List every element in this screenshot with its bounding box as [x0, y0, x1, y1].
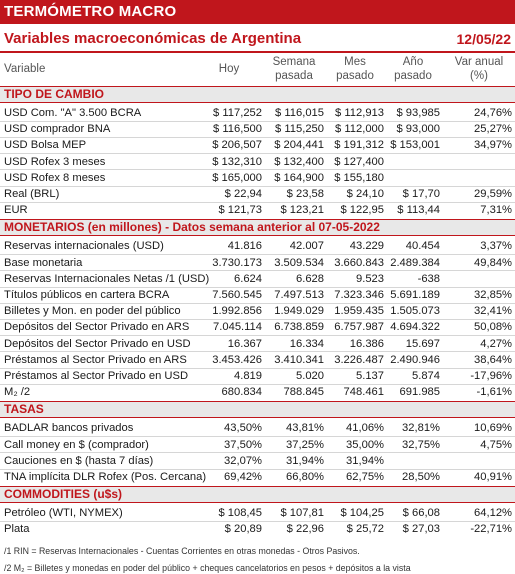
cell-semana: 5.020: [296, 370, 324, 382]
table-row: [0, 186, 515, 202]
section-header: TIPO DE CAMBIO: [0, 86, 515, 103]
cell-mes: 5.137: [356, 370, 384, 382]
cell-semana: $ 22,96: [286, 523, 324, 536]
cell-label: Préstamos al Sector Privado en USD: [4, 370, 189, 382]
cell-anio: 32,75%: [402, 438, 440, 451]
cell-anio: 28,50%: [402, 471, 440, 483]
table-row: [0, 521, 515, 537]
cell-label: Call money en $ (comprador): [4, 438, 149, 451]
cell-var: -17,96%: [470, 370, 512, 382]
cell-hoy: 4.819: [234, 370, 262, 382]
table-row: [0, 154, 515, 170]
cell-label: TNA implícita DLR Rofex (Pos. Cercana): [4, 471, 207, 483]
cell-anio: 4.694.322: [390, 321, 440, 334]
cell-mes: 748.461: [343, 386, 384, 399]
column-header-anio: [386, 55, 440, 85]
cell-mes: $ 112,913: [335, 107, 384, 119]
column-header-line: Var anual: [454, 56, 504, 68]
cell-label: Depósitos del Sector Privado en ARS: [4, 321, 190, 334]
table-row: [0, 437, 515, 453]
cell-mes: 16.386: [349, 337, 384, 350]
cell-var: 64,12%: [474, 507, 512, 520]
footnote: /1 RIN = Reservas Internacionales - Cuentas Corrientes en otras monedas - Otros Pasivos.: [4, 545, 360, 556]
cell-hoy: 1.992.856: [212, 305, 262, 318]
column-header-line: Mes: [344, 56, 366, 68]
cell-label: BADLAR bancos privados: [4, 422, 134, 435]
cell-semana: $ 115,250: [275, 123, 324, 136]
cell-semana: $ 204,441: [274, 139, 324, 152]
column-header-line: pasado: [336, 70, 374, 82]
table-row: [0, 121, 515, 137]
cell-anio: 691.985: [399, 386, 440, 399]
cell-anio: $ 93,000: [396, 123, 440, 136]
cell-label: Títulos públicos en cartera BCRA: [4, 289, 170, 301]
cell-anio: 2.489.384: [390, 256, 440, 269]
cell-mes: 62,75%: [346, 471, 384, 483]
page-title: Variables macroeconómicas de Argentina: [4, 30, 302, 47]
cell-label: USD Bolsa MEP: [4, 139, 87, 152]
cell-label: Base monetaria: [4, 256, 83, 269]
cell-anio: 1.505.073: [390, 305, 440, 318]
cell-semana: $ 132,400: [274, 155, 324, 168]
cell-anio: $ 27,03: [402, 523, 440, 536]
cell-hoy: 16.367: [227, 337, 262, 350]
cell-var: -22,71%: [470, 523, 512, 536]
table-row: [0, 336, 515, 352]
cell-label: Préstamos al Sector Privado en ARS: [4, 353, 187, 366]
section-header: MONETARIOS (en millones) - Datos semana anterior al 07-05-2022: [0, 219, 515, 236]
cell-semana: $ 107,81: [280, 507, 324, 520]
cell-var: 49,84%: [474, 256, 512, 269]
cell-mes: 9.523: [356, 272, 384, 285]
cell-hoy: $ 121,73: [218, 204, 262, 217]
cell-semana: 1.949.029: [274, 305, 324, 318]
cell-label: Cauciones en $ (hasta 7 días): [4, 454, 154, 467]
cell-mes: 31,94%: [346, 454, 384, 467]
cell-semana: 66,80%: [286, 471, 324, 483]
cell-hoy: 3.453.426: [212, 353, 262, 366]
table-row: [0, 368, 515, 384]
cell-mes: 6.757.987: [334, 321, 384, 334]
table-row: [0, 319, 515, 335]
column-header-line: Año: [402, 56, 424, 68]
section-header: COMMODITIES (u$s): [0, 486, 515, 503]
cell-semana: 42.007: [289, 240, 324, 253]
column-header-line: pasada: [275, 70, 313, 82]
footnote: /2 M₂ = Billetes y monedas en poder del público + cheques cancelatorios en pesos + depósitos a la vista: [4, 562, 411, 573]
column-header-line: (%): [470, 70, 488, 82]
cell-label: Petróleo (WTI, NYMEX): [4, 507, 123, 520]
cell-semana: 6.738.859: [274, 321, 324, 334]
table-row: [0, 384, 515, 400]
cell-hoy: 43,50%: [224, 422, 262, 435]
cell-var: 29,59%: [474, 188, 512, 200]
cell-hoy: 7.045.114: [213, 321, 262, 334]
cell-semana: $ 116,015: [275, 107, 324, 119]
cell-semana: 16.334: [289, 337, 324, 350]
table-row: [0, 505, 515, 521]
cell-anio: 32,81%: [402, 422, 440, 435]
cell-var: 4,75%: [480, 438, 512, 451]
cell-var: 50,08%: [474, 321, 512, 334]
table-row: [0, 170, 515, 186]
cell-semana: 43,81%: [286, 422, 324, 435]
cell-mes: $ 25,72: [346, 523, 384, 536]
cell-hoy: $ 116,500: [213, 123, 262, 136]
cell-label: Reservas Internacionales Netas /1 (USD): [4, 272, 210, 285]
column-header-line: Variable: [4, 63, 46, 75]
cell-hoy: 69,42%: [224, 471, 262, 483]
cell-var: 24,76%: [474, 107, 512, 119]
cell-semana: 37,25%: [286, 438, 324, 451]
cell-hoy: 680.834: [221, 386, 262, 399]
cell-anio: 5.874: [412, 370, 440, 382]
table-row: [0, 137, 515, 153]
cell-var: 38,64%: [474, 353, 512, 366]
cell-anio: 5.691.189: [390, 289, 440, 301]
top-banner: TERMÓMETRO MACRO: [0, 0, 515, 24]
cell-mes: $ 191,312: [334, 139, 384, 152]
cell-mes: 1.959.435: [334, 305, 384, 318]
cell-var: 10,69%: [474, 422, 512, 435]
cell-anio: $ 93,985: [396, 107, 440, 119]
cell-anio: 15.697: [405, 337, 440, 350]
column-header-mes: [326, 55, 384, 85]
cell-hoy: 37,50%: [224, 438, 262, 451]
cell-mes: $ 104,25: [340, 507, 384, 520]
table-row: [0, 352, 515, 368]
table-row: [0, 105, 515, 121]
cell-hoy: 32,07%: [224, 454, 262, 467]
cell-hoy: $ 132,310: [212, 155, 262, 168]
cell-semana: $ 23,58: [286, 188, 324, 200]
cell-label: EUR: [4, 204, 28, 217]
title-row: [0, 28, 515, 50]
cell-label: Real (BRL): [4, 188, 60, 200]
cell-var: 4,27%: [480, 337, 512, 350]
cell-var: 32,41%: [474, 305, 512, 318]
cell-label: USD Com. "A" 3.500 BCRA: [4, 107, 142, 119]
cell-label: Billetes y Mon. en poder del público: [4, 305, 181, 318]
cell-var: 34,97%: [474, 139, 512, 152]
cell-semana: 6.628: [296, 272, 324, 285]
cell-label: Reservas internacionales (USD): [4, 240, 164, 253]
cell-semana: 31,94%: [286, 454, 324, 467]
cell-semana: 7.497.513: [274, 289, 324, 301]
cell-anio: $ 17,70: [402, 188, 440, 200]
cell-anio: $ 153,001: [390, 139, 440, 152]
cell-mes: $ 127,400: [334, 155, 384, 168]
cell-semana: 3.509.534: [274, 256, 324, 269]
column-header-line: pasado: [394, 70, 432, 82]
cell-label: Plata: [4, 523, 30, 536]
cell-hoy: $ 108,45: [218, 507, 262, 520]
cell-hoy: $ 165,000: [212, 171, 262, 184]
cell-hoy: 41.816: [227, 240, 262, 253]
cell-mes: 41,06%: [346, 422, 384, 435]
column-header-semana: [264, 55, 324, 85]
cell-mes: 7.323.346: [334, 289, 384, 301]
cell-mes: 3.660.843: [334, 256, 384, 269]
cell-hoy: 6.624: [234, 272, 262, 285]
table-row: [0, 255, 515, 271]
table-row: [0, 271, 515, 287]
cell-var: 25,27%: [474, 123, 512, 136]
column-header-line: Hoy: [218, 63, 240, 75]
cell-mes: $ 24,10: [346, 188, 384, 200]
cell-mes: 43.229: [349, 240, 384, 253]
cell-hoy: $ 206,507: [212, 139, 262, 152]
table-row: [0, 469, 515, 485]
title-divider: [0, 51, 515, 53]
cell-var: 32,85%: [474, 289, 512, 301]
table-row: [0, 420, 515, 436]
cell-label: USD Rofex 8 meses: [4, 171, 106, 184]
cell-label: M₂ /2: [4, 386, 31, 399]
table-row: [0, 238, 515, 254]
cell-mes: $ 112,000: [335, 123, 384, 136]
column-header-line: Semana: [272, 56, 316, 68]
report-date: 12/05/22: [456, 31, 511, 47]
cell-hoy: $ 20,89: [224, 523, 262, 536]
cell-hoy: $ 117,252: [213, 107, 262, 119]
table-row: [0, 287, 515, 303]
cell-semana: 3.410.341: [274, 353, 324, 366]
cell-mes: $ 122,95: [340, 204, 384, 217]
section-header: TASAS: [0, 401, 515, 418]
cell-anio: $ 66,08: [402, 507, 440, 520]
cell-anio: $ 113,44: [397, 204, 440, 217]
table-row: [0, 202, 515, 218]
cell-semana: $ 164,900: [274, 171, 324, 184]
cell-semana: $ 123,21: [280, 204, 324, 217]
cell-hoy: 3.730.173: [212, 256, 262, 269]
cell-hoy: $ 22,94: [224, 188, 262, 200]
cell-semana: 788.845: [283, 386, 324, 399]
column-header-var: [446, 55, 512, 85]
table-row: [0, 303, 515, 319]
cell-label: Depósitos del Sector Privado en USD: [4, 337, 191, 350]
cell-mes: $ 155,180: [334, 171, 384, 184]
cell-label: USD comprador BNA: [4, 123, 111, 136]
table-row: [0, 453, 515, 469]
cell-var: 3,37%: [480, 240, 512, 253]
cell-var: -1,61%: [476, 386, 512, 399]
cell-var: 40,91%: [474, 471, 512, 483]
cell-label: USD Rofex 3 meses: [4, 155, 106, 168]
cell-hoy: 7.560.545: [212, 289, 262, 301]
cell-mes: 3.226.487: [334, 353, 384, 366]
cell-anio: 40.454: [405, 240, 440, 253]
cell-anio: -638: [417, 272, 440, 285]
cell-var: 7,31%: [480, 204, 512, 217]
cell-mes: 35,00%: [346, 438, 384, 451]
cell-anio: 2.490.946: [390, 353, 440, 366]
